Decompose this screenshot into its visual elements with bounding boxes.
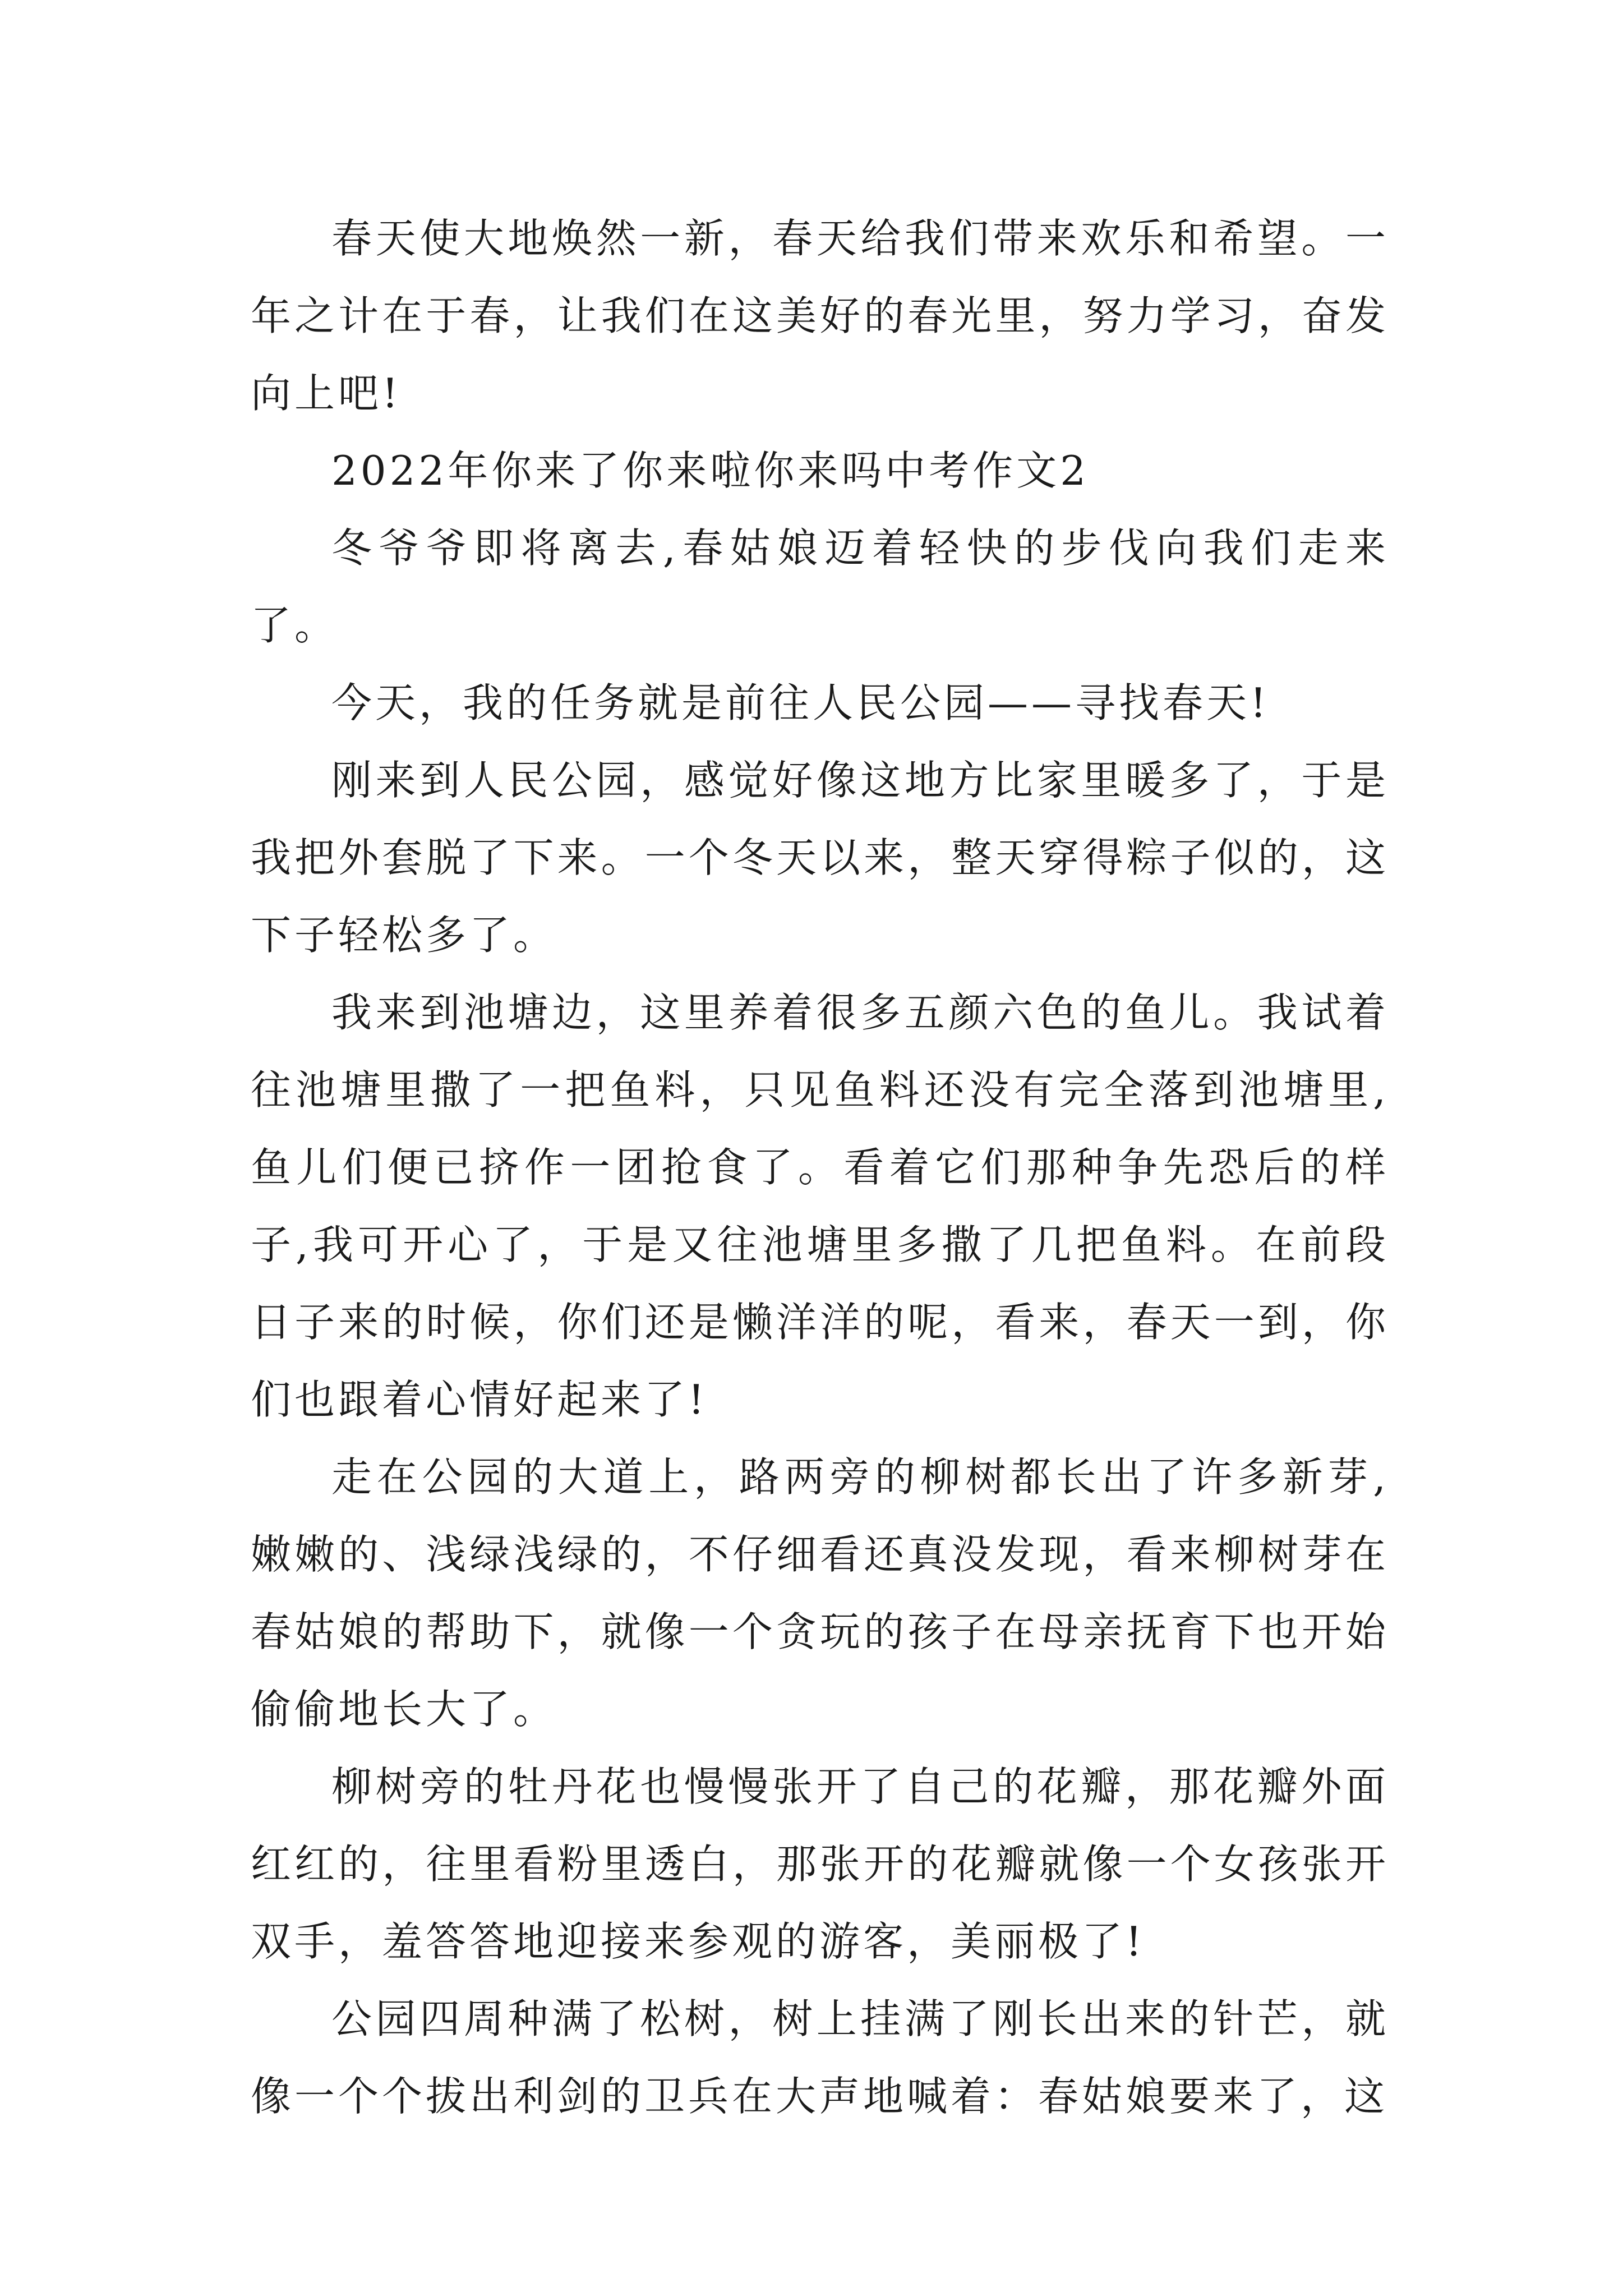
paragraph-5: 我来到池塘边，这里养着很多五颜六色的鱼儿。我试着往池塘里撒了一把鱼料，只见鱼料还没有完全落到池塘里,鱼儿们便已挤作一团抢食了。看着它们那种争先恐后的样子,我可开心了，于是又往池塘里多撒了几把鱼料。在前段日子来的时候，你们还是懒洋洋的呢，看来，春天一到，你们也跟着心情好起来了!	[251, 989, 1389, 1423]
paragraph-6: 走在公园的大道上，路两旁的柳树都长出了许多新芽,嫩嫩的、浅绿浅绿的，不仔细看还真没发现，看来柳树芽在春姑娘的帮助下，就像一个贪玩的孩子在母亲抚育下也开始偷偷地长大了。	[251, 1453, 1389, 1733]
document-body	[251, 200, 1389, 2135]
paragraph-2: 冬爷爷即将离去,春姑娘迈着轻快的步伐向我们走来了。	[251, 524, 1389, 649]
paragraph-3: 今天，我的任务就是前往人民公园——寻找春天!	[331, 679, 1270, 726]
paragraph-7: 柳树旁的牡丹花也慢慢张开了自己的花瓣，那花瓣外面红红的，往里看粉里透白，那张开的花瓣就像一个女孩张开双手，羞答答地迎接来参观的游客，美丽极了!	[251, 1763, 1389, 1965]
paragraph-4: 刚来到人民公园，感觉好像这地方比家里暖多了，于是我把外套脱了下来。一个冬天以来，整天穿得粽子似的，这下子轻松多了。	[251, 757, 1389, 959]
paragraph-8: 公园四周种满了松树，树上挂满了刚长出来的针芒，就像一个个拔出利剑的卫兵在大声地喊着：春姑娘要来了，这	[251, 1995, 1389, 2120]
essay-title: 2022年你来了你来啦你来吗中考作文2	[331, 447, 1090, 494]
paragraph-1: 春天使大地焕然一新，春天给我们带来欢乐和希望。一年之计在于春，让我们在这美好的春光里，努力学习，奋发向上吧!	[251, 215, 1389, 417]
